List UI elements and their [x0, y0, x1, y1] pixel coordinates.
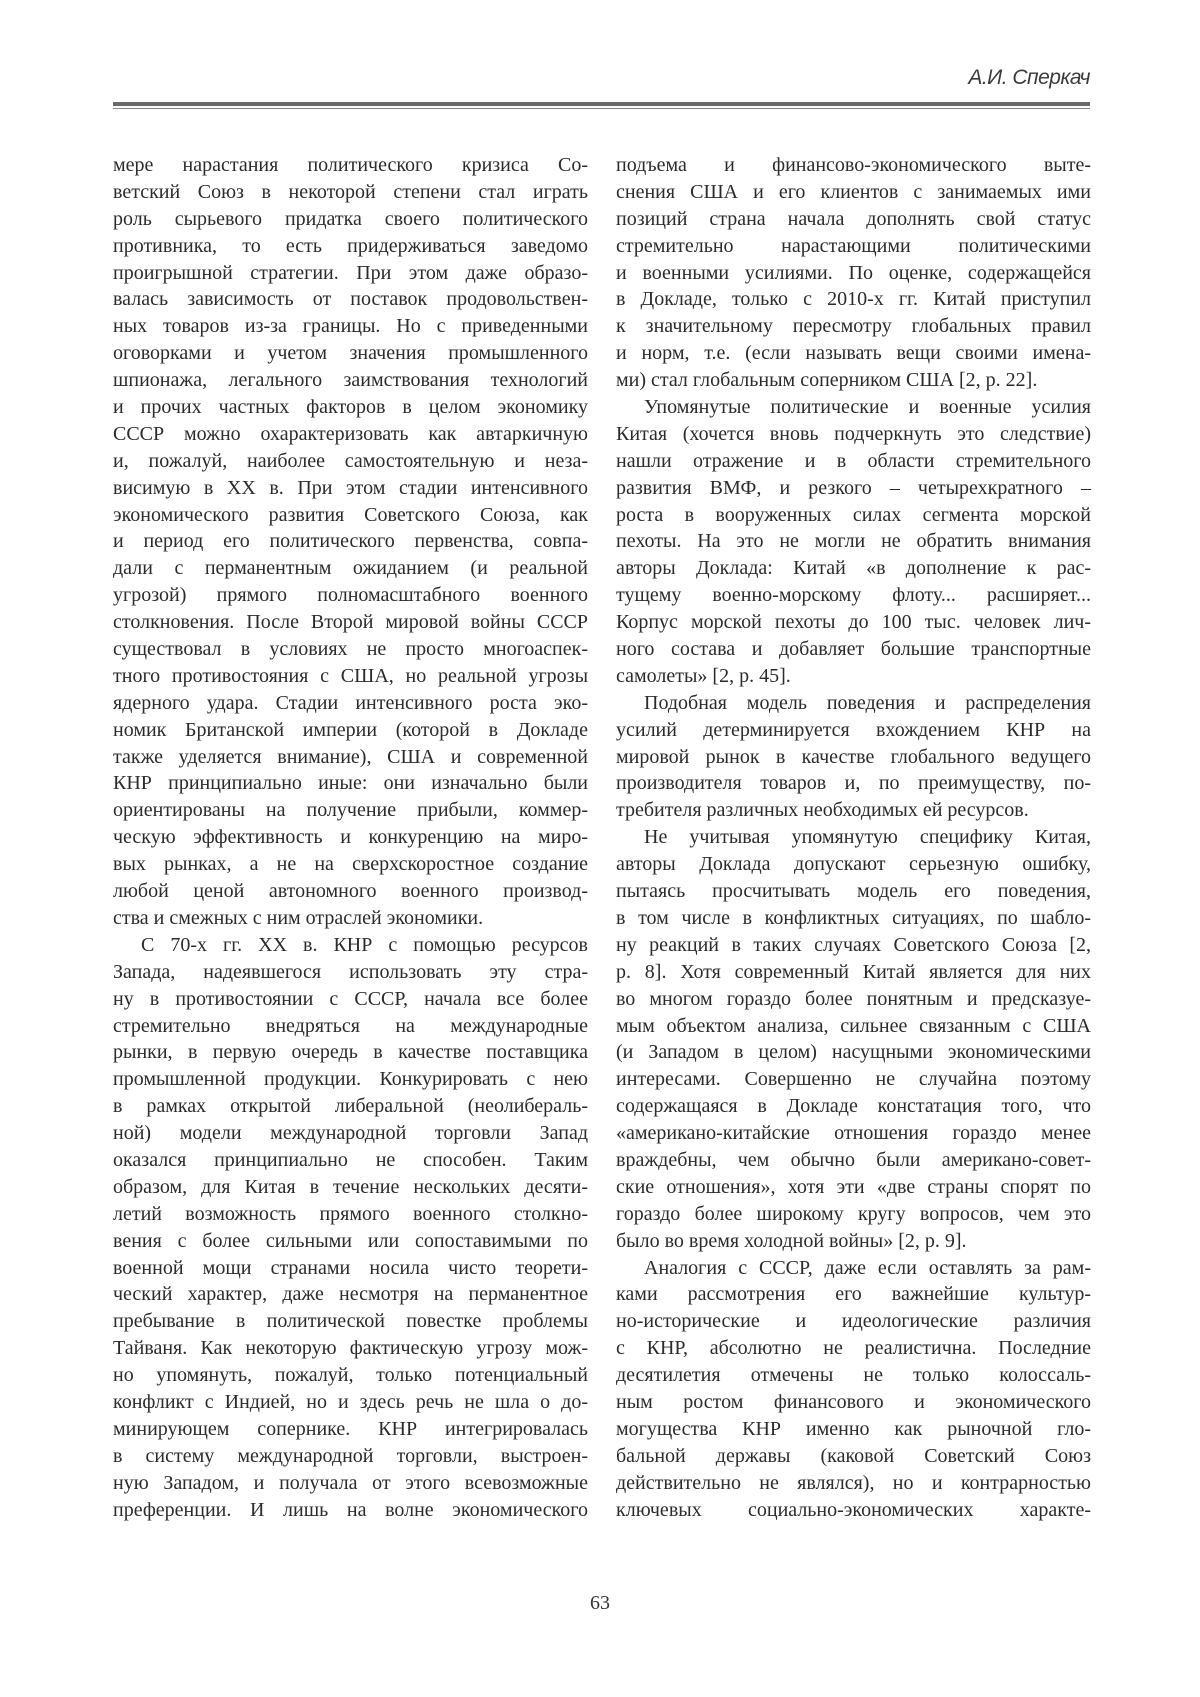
- text-line: ядерного удара. Стадии интенсивного роста эко-: [113, 690, 588, 717]
- text-line: но-исторические и идеологические различия: [616, 1308, 1091, 1335]
- text-line: авторы Доклада допускают серьезную ошибку,: [616, 851, 1091, 878]
- text-line: подъема и финансово-экономического выте-: [616, 152, 1091, 179]
- header-rule-thick: [113, 102, 1090, 106]
- text-line: угрозой) прямого полномасштабного военного: [113, 582, 588, 609]
- text-line: преференции. И лишь на волне экономического: [113, 1497, 588, 1524]
- text-line: роль сырьевого придатка своего политического: [113, 206, 588, 233]
- text-line: валась зависимость от поставок продовольствен-: [113, 286, 588, 313]
- text-line: оказался принципиально не способен. Таким: [113, 1147, 588, 1174]
- text-line: интересами. Совершенно не случайна поэтому: [616, 1066, 1091, 1093]
- text-line: пытаясь просчитывать модель его поведения,: [616, 878, 1091, 905]
- text-line: промышленной продукции. Конкурировать с нею: [113, 1066, 588, 1093]
- text-line: ства и смежных с ним отраслей экономики.: [113, 905, 588, 932]
- text-line: ками рассмотрения его важнейшие культур-: [616, 1281, 1091, 1308]
- text-line: ных товаров из-за границы. Но с приведенными: [113, 313, 588, 340]
- text-line: ного состава и добавляет большие транспортные: [616, 636, 1091, 663]
- text-line: могущества КНР именно как рыночной гло-: [616, 1416, 1091, 1443]
- text-line: в рамках открытой либеральной (неолибераль-: [113, 1093, 588, 1120]
- text-line: (и Западом в целом) насущными экономическими: [616, 1039, 1091, 1066]
- text-line: летий возможность прямого военного столкно-: [113, 1201, 588, 1228]
- text-line: шпионажа, легального заимствования технологий: [113, 367, 588, 394]
- text-line: минирующем сопернике. КНР интегрировалась: [113, 1416, 588, 1443]
- text-line: военной мощи странами носила чисто теорети-: [113, 1255, 588, 1282]
- text-line: конфликт с Индией, но и здесь речь не шла о до-: [113, 1389, 588, 1416]
- text-line: ские отношения», хотя эти «две страны спорят по: [616, 1174, 1091, 1201]
- text-line: развития ВМФ, и резкого – четырехкратного –: [616, 475, 1091, 502]
- text-line: враждебны, чем обычно были американо-совет-: [616, 1147, 1091, 1174]
- text-line: и прочих частных факторов в целом экономику: [113, 394, 588, 421]
- text-line: «американо-китайские отношения гораздо менее: [616, 1120, 1091, 1147]
- text-line: но упомянуть, пожалуй, только потенциальный: [113, 1362, 588, 1389]
- text-line: вения с более сильными или сопоставимыми по: [113, 1228, 588, 1255]
- text-line: мировой рынок в качестве глобального ведущего: [616, 744, 1091, 771]
- text-line: существовал в условиях не просто многоаспек-: [113, 636, 588, 663]
- paragraph: [616, 1255, 1091, 1524]
- text-line: в том числе в конфликтных ситуациях, по шабло-: [616, 905, 1091, 932]
- text-line: Запада, надеявшегося использовать эту стра-: [113, 959, 588, 986]
- text-line: и военными усилиями. По оценке, содержащейся: [616, 260, 1091, 287]
- paragraph: [113, 932, 588, 1524]
- text-line: ветский Союз в некоторой степени стал играть: [113, 179, 588, 206]
- text-line: p. 8]. Хотя современный Китай является для них: [616, 959, 1091, 986]
- text-line: и, пожалуй, наиболее самостоятельную и неза-: [113, 448, 588, 475]
- text-line: Подобная модель поведения и распределения: [616, 690, 1091, 717]
- text-line: стремительно нарастающими политическими: [616, 233, 1091, 260]
- text-line: С 70-х гг. XX в. КНР с помощью ресурсов: [113, 932, 588, 959]
- text-line: ным ростом финансового и экономического: [616, 1389, 1091, 1416]
- text-line: гораздо более широкому кругу вопросов, чем это: [616, 1201, 1091, 1228]
- running-head-author: А.И. Сперкач: [968, 66, 1090, 90]
- text-line: также уделяется внимание), США и современной: [113, 744, 588, 771]
- text-line: Упомянутые политические и военные усилия: [616, 394, 1091, 421]
- text-line: ключевых социально-экономических характе-: [616, 1497, 1091, 1524]
- text-line: СССР можно охарактеризовать как автаркичную: [113, 421, 588, 448]
- paragraph: [616, 152, 1091, 394]
- text-line: в Докладе, только с 2010-х гг. Китай приступил: [616, 286, 1091, 313]
- text-line: оговорками и учетом значения промышленного: [113, 340, 588, 367]
- text-line: к значительному пересмотру глобальных правил: [616, 313, 1091, 340]
- text-line: содержащаяся в Докладе констатация того, что: [616, 1093, 1091, 1120]
- text-line: бальной державы (каковой Советский Союз: [616, 1443, 1091, 1470]
- text-line: противника, то есть придерживаться заведомо: [113, 233, 588, 260]
- text-line: Корпус морской пехоты до 100 тыс. человек лич-: [616, 609, 1091, 636]
- text-line: позиций страна начала дополнять свой статус: [616, 206, 1091, 233]
- text-line: авторы Доклада: Китай «в дополнение к рас-: [616, 555, 1091, 582]
- left-text-column: [113, 152, 588, 1523]
- text-line: Аналогия с СССР, даже если оставлять за рам-: [616, 1255, 1091, 1282]
- text-line: стремительно внедряться на международные: [113, 1013, 588, 1040]
- paragraph: [616, 824, 1091, 1254]
- text-line: и норм, т.е. (если называть вещи своими имена-: [616, 340, 1091, 367]
- text-line: пехоты. На это не могли не обратить внимания: [616, 528, 1091, 555]
- text-line: было во время холодной войны» [2, p. 9].: [616, 1228, 1091, 1255]
- text-line: ориентированы на получение прибыли, коммер-: [113, 797, 588, 824]
- text-line: экономического развития Советского Союза, как: [113, 502, 588, 529]
- text-line: столкновения. После Второй мировой войны СССР: [113, 609, 588, 636]
- text-line: Тайваня. Как некоторую фактическую угрозу мож-: [113, 1335, 588, 1362]
- text-line: образом, для Китая в течение нескольких десяти-: [113, 1174, 588, 1201]
- text-line: ну реакций в таких случаях Советского Союза [2,: [616, 932, 1091, 959]
- page-number: 63: [0, 1592, 1200, 1615]
- text-line: усилий детерминируется вхождением КНР на: [616, 717, 1091, 744]
- text-line: роста в вооруженных силах сегмента морской: [616, 502, 1091, 529]
- text-line: ческий характер, даже несмотря на перманентное: [113, 1281, 588, 1308]
- text-line: и период его политического первенства, совпа-: [113, 528, 588, 555]
- text-line: с КНР, абсолютно не реалистична. Последние: [616, 1335, 1091, 1362]
- text-line: требителя различных необходимых ей ресурсов.: [616, 797, 1091, 824]
- text-line: ми) стал глобальным соперником США [2, p. 22].: [616, 367, 1091, 394]
- text-line: десятилетия отмечены не только колоссаль-: [616, 1362, 1091, 1389]
- text-line: номик Британской империи (которой в Докладе: [113, 717, 588, 744]
- text-line: ческую эффективность и конкуренцию на миро-: [113, 824, 588, 851]
- right-text-column: [616, 152, 1091, 1523]
- text-line: проигрышной стратегии. При этом даже образо-: [113, 260, 588, 287]
- text-line: во многом гораздо более понятным и предсказуе-: [616, 986, 1091, 1013]
- paragraph: [616, 394, 1091, 690]
- text-line: в систему международной торговли, выстроен-: [113, 1443, 588, 1470]
- paragraph: [616, 690, 1091, 824]
- text-line: производителя товаров и, по преимуществу, по-: [616, 770, 1091, 797]
- text-line: рынки, в первую очередь в качестве поставщика: [113, 1039, 588, 1066]
- text-line: любой ценой автономного военного производ-: [113, 878, 588, 905]
- text-line: ну в противостоянии с СССР, начала все более: [113, 986, 588, 1013]
- text-line: ную Западом, и получала от этого всевозможные: [113, 1470, 588, 1497]
- text-line: мым объектом анализа, сильнее связанным с США: [616, 1013, 1091, 1040]
- text-line: Китая (хочется вновь подчеркнуть это следствие): [616, 421, 1091, 448]
- paragraph: [113, 152, 588, 932]
- text-line: дали с перманентным ожиданием (и реальной: [113, 555, 588, 582]
- text-line: пребывание в политической повестке проблемы: [113, 1308, 588, 1335]
- text-line: самолеты» [2, p. 45].: [616, 663, 1091, 690]
- text-line: нашли отражение и в области стремительного: [616, 448, 1091, 475]
- text-line: тного противостояния с США, но реальной угрозы: [113, 663, 588, 690]
- text-line: ной) модели международной торговли Запад: [113, 1120, 588, 1147]
- text-line: вых рынках, а не на сверхскоростное создание: [113, 851, 588, 878]
- text-line: мере нарастания политического кризиса Со-: [113, 152, 588, 179]
- text-line: Не учитывая упомянутую специфику Китая,: [616, 824, 1091, 851]
- text-line: висимую в XX в. При этом стадии интенсивного: [113, 475, 588, 502]
- text-line: КНР принципиально иные: они изначально были: [113, 770, 588, 797]
- text-line: тущему военно-морскому флоту... расширяет...: [616, 582, 1091, 609]
- text-line: снения США и его клиентов с занимаемых ими: [616, 179, 1091, 206]
- header-rule-thin: [113, 108, 1090, 109]
- text-line: действительно не являлся), но и контрарностью: [616, 1470, 1091, 1497]
